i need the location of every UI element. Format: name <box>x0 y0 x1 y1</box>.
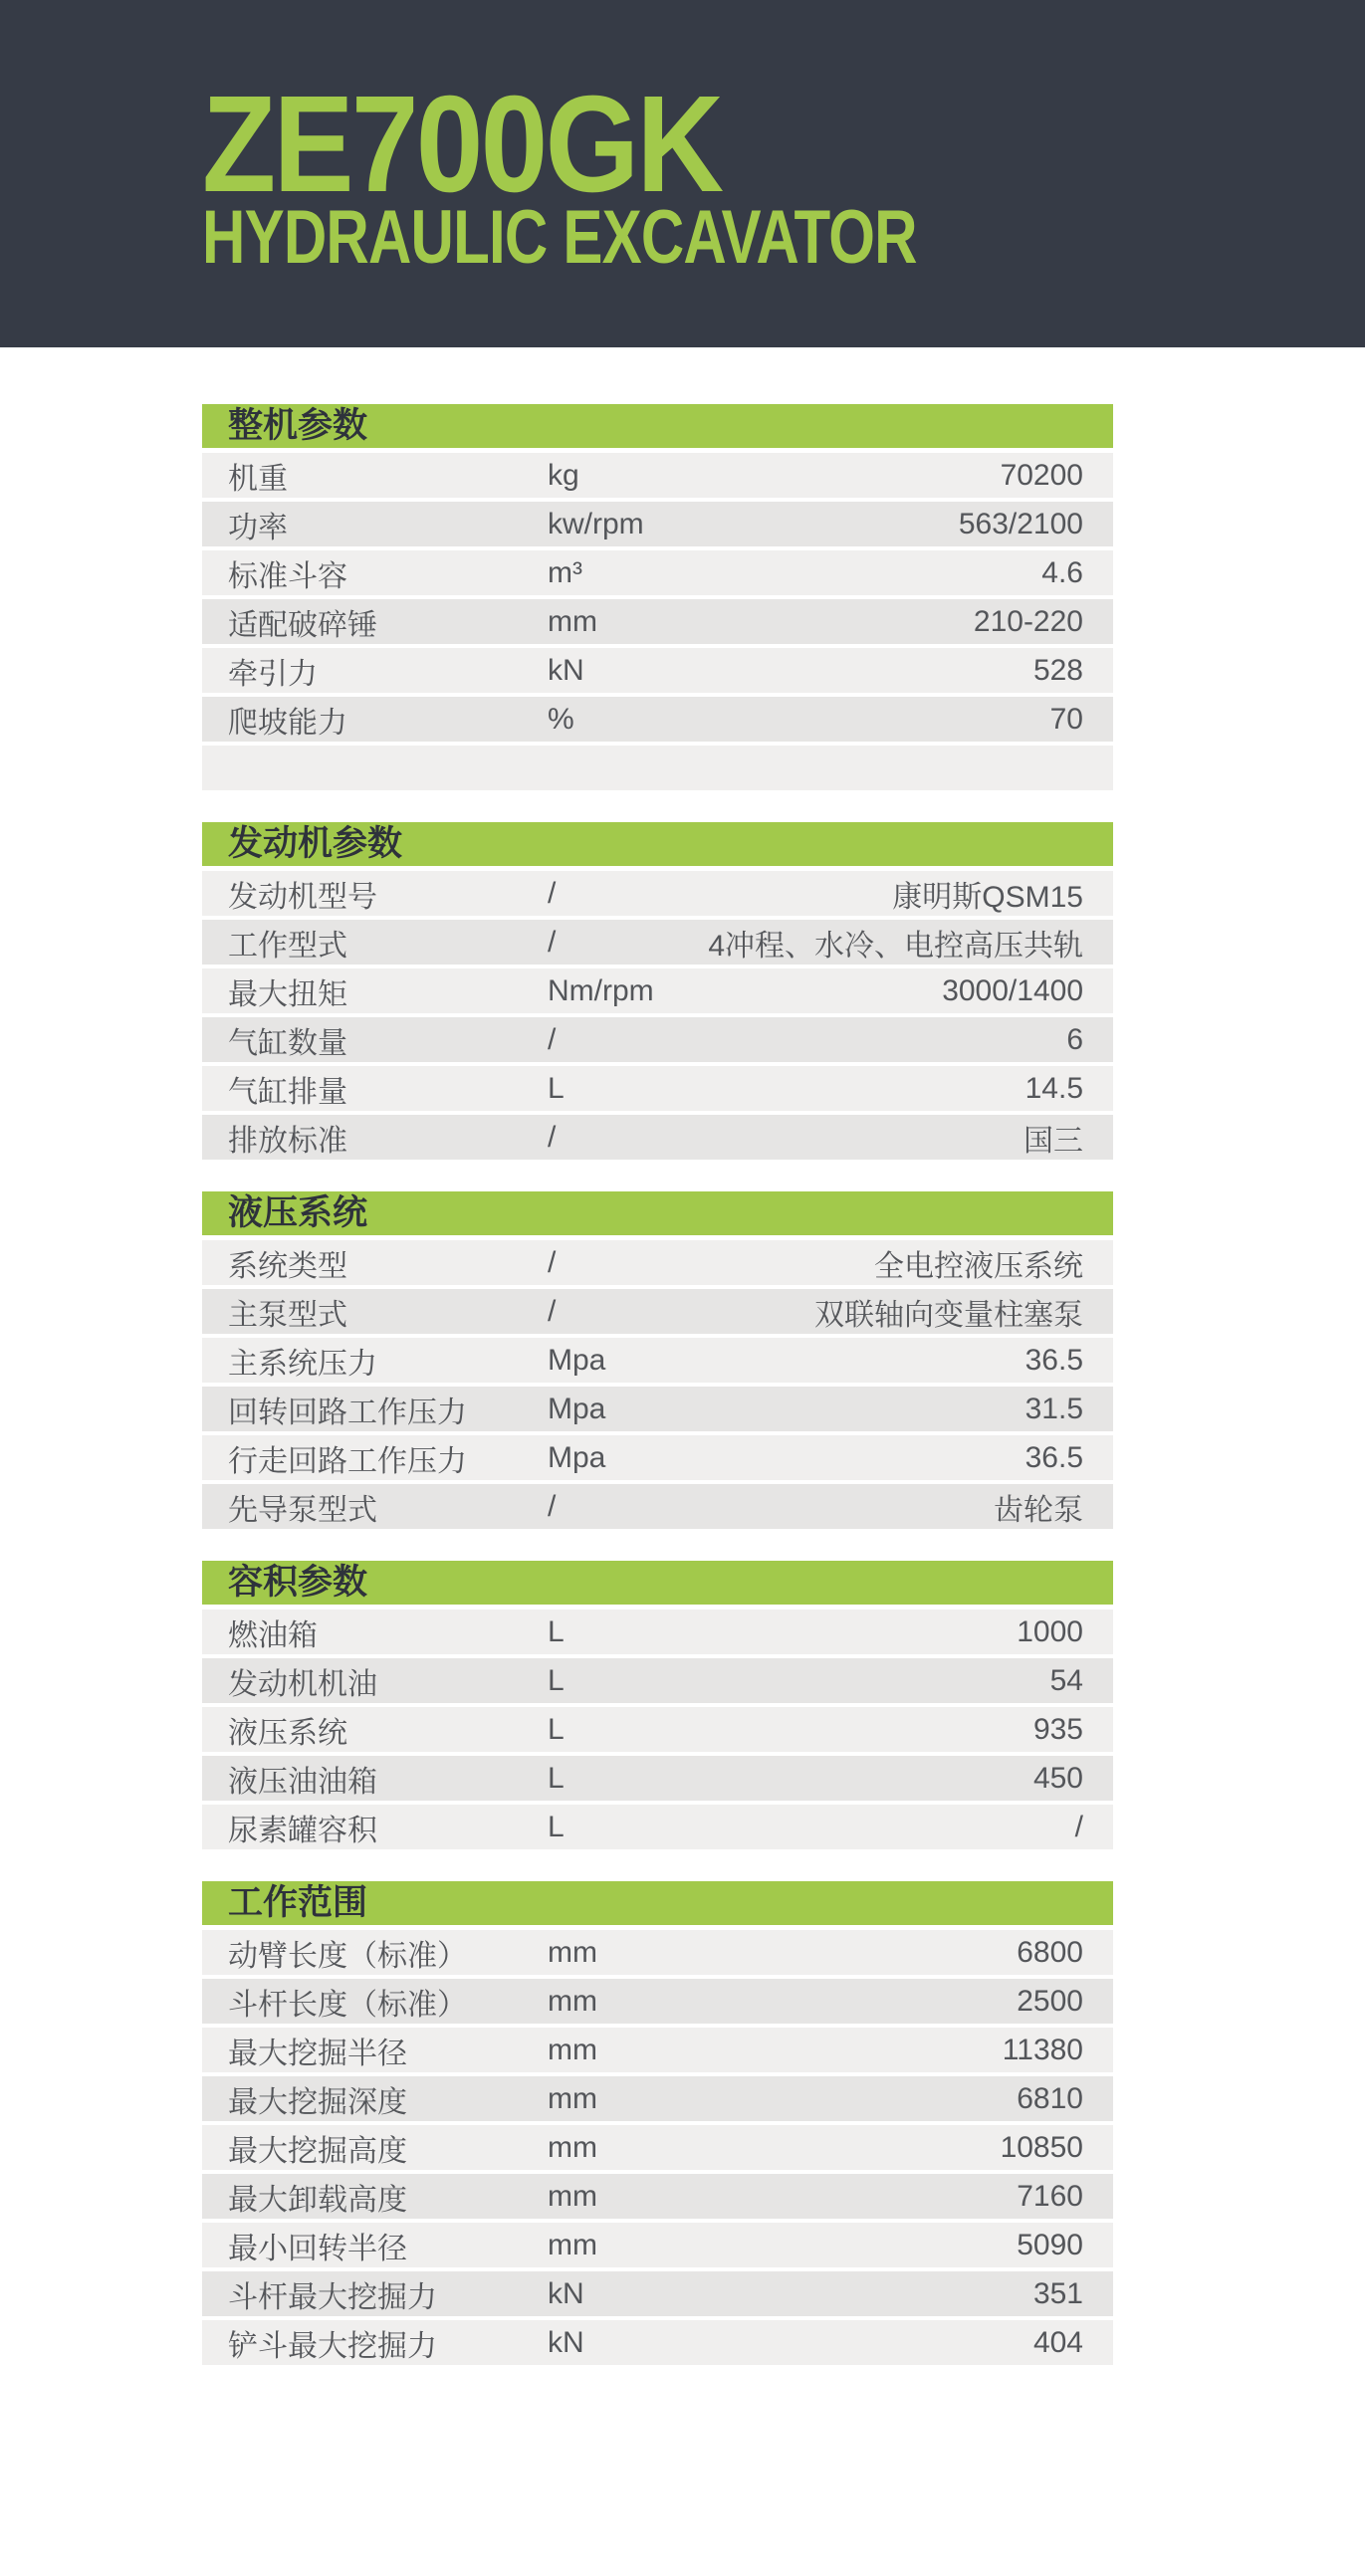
spec-row <box>202 1240 1113 1285</box>
spec-unit: / <box>548 1120 557 1154</box>
spec-tables <box>202 404 1113 2369</box>
spec-row <box>202 968 1113 1013</box>
spec-unit: / <box>548 1245 557 1279</box>
spec-unit: m³ <box>548 555 582 589</box>
spec-label: 发动机机油 <box>228 1667 377 1701</box>
spec-value: 54 <box>1049 1663 1083 1697</box>
spec-value: 210-220 <box>973 604 1083 638</box>
spec-value: 36.5 <box>1024 1440 1083 1474</box>
spec-label: 气缸排量 <box>228 1075 347 1109</box>
spec-label: 动臂长度（标准） <box>228 1939 467 1973</box>
spec-value: 2500 <box>1017 1984 1083 2018</box>
spec-row <box>202 1979 1113 2024</box>
spec-value: 450 <box>1032 1761 1083 1795</box>
spec-value: 1000 <box>1017 1614 1083 1648</box>
spec-label: 先导泵型式 <box>228 1493 377 1527</box>
spec-value: 14.5 <box>1024 1071 1083 1105</box>
spec-label: 最大挖掘高度 <box>228 2134 407 2168</box>
spec-unit: / <box>548 1022 557 1056</box>
spec-row <box>202 1484 1113 1529</box>
spec-label: 最大扭矩 <box>228 977 347 1011</box>
spec-unit: L <box>548 1614 565 1648</box>
spec-value: 4.6 <box>1041 555 1083 589</box>
spec-value: 10850 <box>1000 2130 1083 2164</box>
spec-unit: kg <box>548 458 579 492</box>
spec-value <box>1083 746 1113 790</box>
spec-unit: kN <box>548 653 584 687</box>
spec-label: 排放标准 <box>228 1124 347 1158</box>
spec-label: 斗杆最大挖掘力 <box>228 2280 437 2314</box>
section-header: 发动机参数 <box>202 822 1113 866</box>
spec-label: 铲斗最大挖掘力 <box>228 2329 437 2363</box>
spec-row <box>202 1289 1113 1334</box>
spec-row <box>202 550 1113 595</box>
spec-row-empty <box>202 746 1113 790</box>
spec-row <box>202 1805 1113 1849</box>
spec-row <box>202 599 1113 644</box>
spec-value: 70 <box>1049 702 1083 736</box>
spec-row <box>202 1066 1113 1111</box>
spec-unit: mm <box>548 2179 597 2213</box>
spec-row <box>202 2223 1113 2267</box>
spec-unit: L <box>548 1761 565 1795</box>
spec-label: 最大卸载高度 <box>228 2183 407 2217</box>
spec-unit: Mpa <box>548 1392 606 1425</box>
spec-unit: kN <box>548 2325 584 2359</box>
spec-row <box>202 453 1113 498</box>
spec-unit: mm <box>548 2081 597 2115</box>
spec-value: 4冲程、水冷、电控高压共轨 <box>708 929 1083 963</box>
spec-unit: L <box>548 1712 565 1746</box>
spec-unit: Mpa <box>548 1343 606 1377</box>
spec-row <box>202 2125 1113 2170</box>
spec-unit: / <box>548 1489 557 1523</box>
spec-value: 31.5 <box>1024 1392 1083 1425</box>
spec-unit: Nm/rpm <box>548 973 654 1007</box>
spec-value: 351 <box>1032 2276 1083 2310</box>
spec-row <box>202 1707 1113 1752</box>
section-header: 工作范围 <box>202 1881 1113 1925</box>
spec-value: 5090 <box>1017 2228 1083 2261</box>
spec-unit: mm <box>548 604 597 638</box>
spec-unit: L <box>548 1071 565 1105</box>
spec-label: 最大挖掘半径 <box>228 2037 407 2070</box>
spec-row <box>202 1338 1113 1383</box>
section-header: 容积参数 <box>202 1561 1113 1605</box>
spec-section <box>202 404 1113 790</box>
spec-label: 气缸数量 <box>228 1026 347 1060</box>
model-subtitle: HYDRAULIC EXCAVATOR <box>202 195 917 280</box>
spec-row <box>202 502 1113 546</box>
spec-row <box>202 1930 1113 1975</box>
spec-unit: kw/rpm <box>548 507 644 540</box>
spec-value: 双联轴向变量柱塞泵 <box>814 1298 1083 1332</box>
spec-unit: mm <box>548 1935 597 1969</box>
spec-label: 最小回转半径 <box>228 2232 407 2265</box>
spec-label: 斗杆长度（标准） <box>228 1988 467 2022</box>
spec-label: 液压系统 <box>228 1716 347 1750</box>
spec-row <box>202 2174 1113 2219</box>
spec-unit: kN <box>548 2276 584 2310</box>
spec-label: 发动机型号 <box>228 880 377 914</box>
spec-row <box>202 1017 1113 1062</box>
spec-section <box>202 822 1113 1160</box>
spec-row <box>202 1658 1113 1703</box>
spec-value: / <box>1074 1810 1083 1843</box>
spec-row <box>202 920 1113 965</box>
spec-unit: / <box>548 876 557 910</box>
spec-row <box>202 2076 1113 2121</box>
spec-value: 6810 <box>1017 2081 1083 2115</box>
spec-value: 11380 <box>1002 2033 1083 2066</box>
spec-label: 燃油箱 <box>228 1618 318 1652</box>
spec-label: 尿素罐容积 <box>228 1814 377 1847</box>
spec-section <box>202 1881 1113 2365</box>
spec-value: 404 <box>1032 2325 1083 2359</box>
spec-value: 935 <box>1032 1712 1083 1746</box>
spec-value: 6800 <box>1017 1935 1083 1969</box>
spec-unit: / <box>548 1294 557 1328</box>
spec-unit: mm <box>548 2033 597 2066</box>
spec-value: 康明斯QSM15 <box>892 880 1083 914</box>
model-title: ZE700GK <box>202 68 722 221</box>
spec-unit: mm <box>548 2130 597 2164</box>
spec-value: 7160 <box>1017 2179 1083 2213</box>
spec-label: 液压油油箱 <box>228 1765 377 1799</box>
spec-label: 主泵型式 <box>228 1298 347 1332</box>
spec-label: 回转回路工作压力 <box>228 1395 467 1429</box>
spec-label: 主系统压力 <box>228 1347 377 1381</box>
spec-row <box>202 2271 1113 2316</box>
spec-row <box>202 1435 1113 1480</box>
section-header: 液压系统 <box>202 1191 1113 1235</box>
spec-label: 牵引力 <box>228 657 318 691</box>
spec-value: 国三 <box>1024 1124 1083 1158</box>
spec-row <box>202 1610 1113 1654</box>
spec-section <box>202 1561 1113 1849</box>
spec-unit: % <box>548 702 574 736</box>
hero-banner <box>0 0 1365 347</box>
spec-unit: Mpa <box>548 1440 606 1474</box>
spec-value: 563/2100 <box>958 507 1083 540</box>
spec-unit: mm <box>548 1984 597 2018</box>
spec-label: 功率 <box>228 511 288 544</box>
spec-value: 6 <box>1066 1022 1083 1056</box>
spec-label: 工作型式 <box>228 929 347 963</box>
section-header: 整机参数 <box>202 404 1113 448</box>
spec-row <box>202 697 1113 742</box>
spec-row <box>202 648 1113 693</box>
spec-value: 3000/1400 <box>942 973 1083 1007</box>
spec-unit: L <box>548 1810 565 1843</box>
spec-label: 行走回路工作压力 <box>228 1444 467 1478</box>
spec-unit: / <box>548 925 557 959</box>
spec-value: 528 <box>1032 653 1083 687</box>
spec-section <box>202 1191 1113 1529</box>
spec-value: 齿轮泵 <box>994 1493 1083 1527</box>
spec-value: 36.5 <box>1024 1343 1083 1377</box>
spec-row <box>202 1115 1113 1160</box>
spec-row <box>202 871 1113 916</box>
spec-row <box>202 1756 1113 1801</box>
spec-label: 最大挖掘深度 <box>228 2085 407 2119</box>
spec-value: 全电控液压系统 <box>874 1249 1083 1283</box>
spec-unit: L <box>548 1663 565 1697</box>
spec-label: 机重 <box>228 462 288 496</box>
spec-unit: mm <box>548 2228 597 2261</box>
spec-label: 标准斗容 <box>228 559 347 593</box>
spec-value: 70200 <box>1000 458 1083 492</box>
spec-row <box>202 2028 1113 2072</box>
spec-label: 适配破碎锤 <box>228 608 377 642</box>
spec-label: 爬坡能力 <box>228 706 347 740</box>
spec-label: 系统类型 <box>228 1249 347 1283</box>
spec-row <box>202 1387 1113 1431</box>
spec-row <box>202 2320 1113 2365</box>
